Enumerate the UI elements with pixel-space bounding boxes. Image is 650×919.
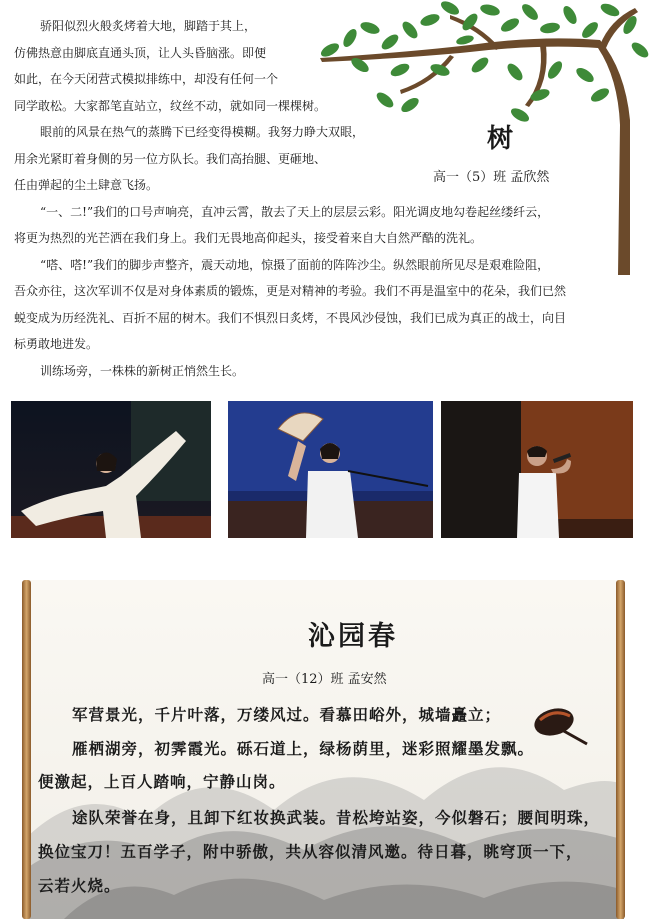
poem-line: 换位宝刀！五百学子，附中骄傲，共从容似清风邀。待日暮，眺穹顶一下， — [38, 842, 583, 861]
poem-line: 雁栖湖旁，初霁霞光。砾石道上，绿杨荫里，迷彩照耀墨发飘。 — [72, 739, 535, 758]
essay-line: 吾众亦往，这次军训不仅是对身体素质的锻炼，更是对精神的考验。我们不再是温室中的花朵，我们已然 — [14, 284, 567, 298]
essay-line: 用余光紧盯着身侧的另一位方队长。我们高抬腿、更砸地、 — [14, 152, 327, 166]
essay-line: 眼前的风景在热气的蒸腾下已经变得模糊。我努力睁大双眼， — [40, 125, 365, 139]
essay-line: 训练场旁，一株株的新树正悄然生长。 — [40, 364, 245, 378]
poem-line: 途队荣誉在身，且卸下红妆换武装。昔松垮站姿，今似磐石；腰间明珠， — [72, 808, 601, 827]
essay-line: “嗒、嗒!”我们的脚步声整齐，震天动地，惊摄了面前的阵阵沙尘。纵然眼前所见尽是艰难险阻， — [40, 258, 550, 272]
essay-line: 标勇敢地进发。 — [14, 337, 99, 351]
scroll-rod-left — [22, 580, 31, 919]
essay-line: 仿佛热意由脚底直通头顶，让人头昏脑涨。即便 — [14, 46, 267, 60]
essay-line: 同学敢松。大家都笔直站立，纹丝不动，就如同一棵棵树。 — [14, 99, 327, 113]
poem-line: 军营景光，千片叶落，万缕风过。看慕田峪外，城墙矗立； — [72, 705, 502, 724]
poem-line: 云若火烧。 — [38, 876, 121, 895]
poem-title: 沁园春 — [308, 621, 398, 652]
photo-dancer — [11, 401, 211, 538]
poem-line: 便激起，上百人踏响，宁静山岗。 — [38, 772, 286, 791]
photo-singer — [441, 401, 633, 538]
photo-fan-dance — [228, 401, 433, 538]
scroll-rod-right — [616, 580, 625, 919]
essay-line: 蜕变成为历经洗礼、百折不屈的树木。我们不惧烈日炙烤，不畏风沙侵蚀，我们已成为真正的战士，向目 — [14, 311, 567, 325]
essay-line: “一、二!”我们的口号声响亮，直冲云霄，散去了天上的层层云彩。阳光调皮地勾卷起丝缕纤云， — [40, 205, 550, 219]
essay-line: 如此，在今天闭营式模拟排练中，却没有任何一个 — [14, 72, 279, 86]
essay-line: 任由弹起的尘土肆意飞扬。 — [14, 178, 159, 192]
essay-title: 树 — [487, 124, 514, 154]
essay-line: 骄阳似烈火般炙烤着大地，脚踏于其上， — [40, 19, 257, 33]
essay-line: 将更为热烈的光芒洒在我们身上。我们无畏地高仰起头，接受着来自大自然严酷的洗礼。 — [14, 231, 483, 245]
folding-fan-illustration — [532, 702, 592, 752]
poem-author: 高一（12）班 孟安然 — [262, 672, 387, 687]
essay-author: 高一（5）班 孟欣然 — [433, 170, 550, 185]
